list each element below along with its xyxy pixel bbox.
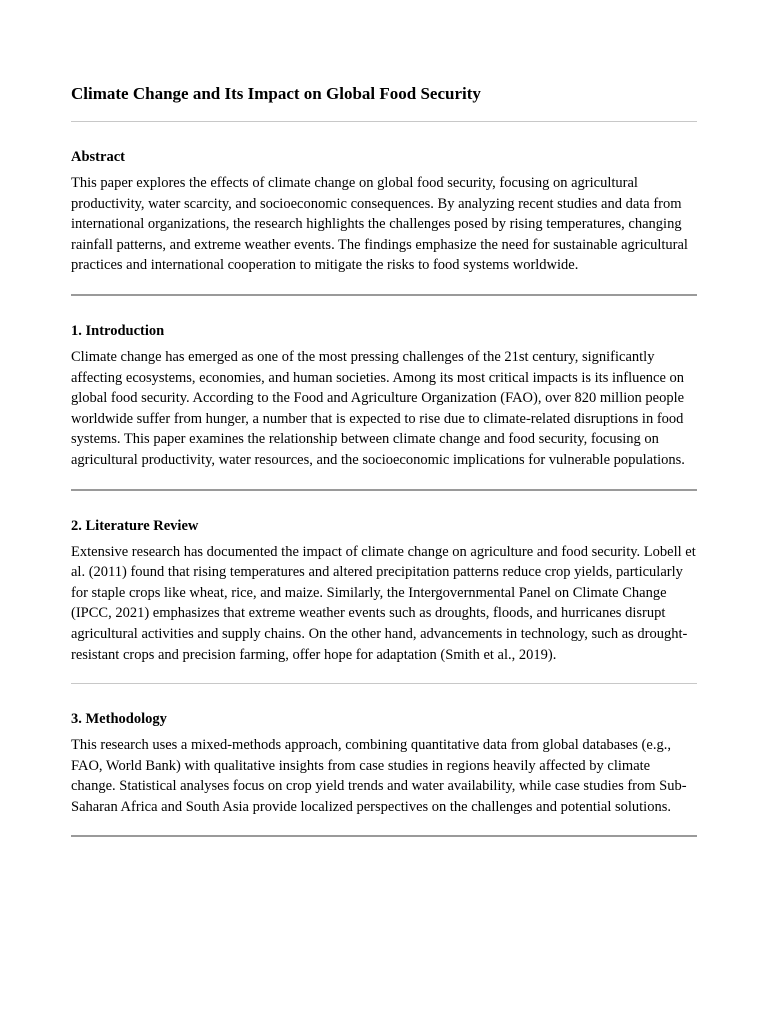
- methodology-text: This research uses a mixed-methods approach, combining quantitative data from global databases (e.g., FAO, World Bank) with qualitative insights from case studies in regions heavily affected by climate change. Statistical analyses focus on crop yield trends and water availability, while case studies from Sub-Saharan Africa and South Asia provide localized perspectives on the challenges and potential solutions.: [71, 737, 687, 815]
- introduction-text: Climate change has emerged as one of the most pressing challenges of the 21st century, significantly affecting ecosystems, economies, and human societies. Among its most critical impacts is its influence on global food security. According to the Food and Agriculture Organization (FAO), over 820 million people worldwide suffer from hunger, a number that is expected to rise due to climate-related disruptions in food systems. This paper examines the relationship between climate change and food security, focusing on agricultural productivity, water resources, and the socioeconomic implications for vulnerable populations.: [71, 348, 685, 468]
- methodology-heading: 3. Methodology: [71, 711, 167, 728]
- section-divider: [71, 835, 697, 837]
- abstract-section: [71, 122, 697, 276]
- introduction-section: [71, 296, 697, 471]
- abstract-heading: Abstract: [71, 149, 125, 165]
- literature-review-section: [71, 491, 697, 666]
- literature-review-text: Extensive research has documented the impact of climate change on agriculture and food security. Lobell et al. (2011) found that rising temperatures and altered precipitation patterns reduce crop yields, particularly for staple crops like wheat, rice, and maize. Similarly, the Intergovernmental Panel on Climate Change (IPCC, 2021) emphasizes that extreme weather events such as droughts, floods, and hurricanes disrupt agricultural activities and supply chains. On the other hand, advancements in technology, such as drought-resistant crops and precision farming, offer hope for adaptation (Smith et al., 2019).: [71, 543, 696, 663]
- methodology-section: [71, 684, 697, 817]
- literature-review-heading: 2. Literature Review: [71, 517, 199, 534]
- paper-title: Climate Change and Its Impact on Global Food Security: [71, 84, 481, 103]
- introduction-heading: 1. Introduction: [71, 322, 165, 339]
- abstract-text: This paper explores the effects of climate change on global food security, focusing on agricultural productivity, water scarcity, and socioeconomic consequences. By analyzing recent studies and data from international organizations, the research highlights the challenges posed by rising temperatures, changing rainfall patterns, and extreme weather events. The findings emphasize the need for sustainable agricultural practices and international cooperation to mitigate the risks to food systems worldwide.: [71, 175, 688, 274]
